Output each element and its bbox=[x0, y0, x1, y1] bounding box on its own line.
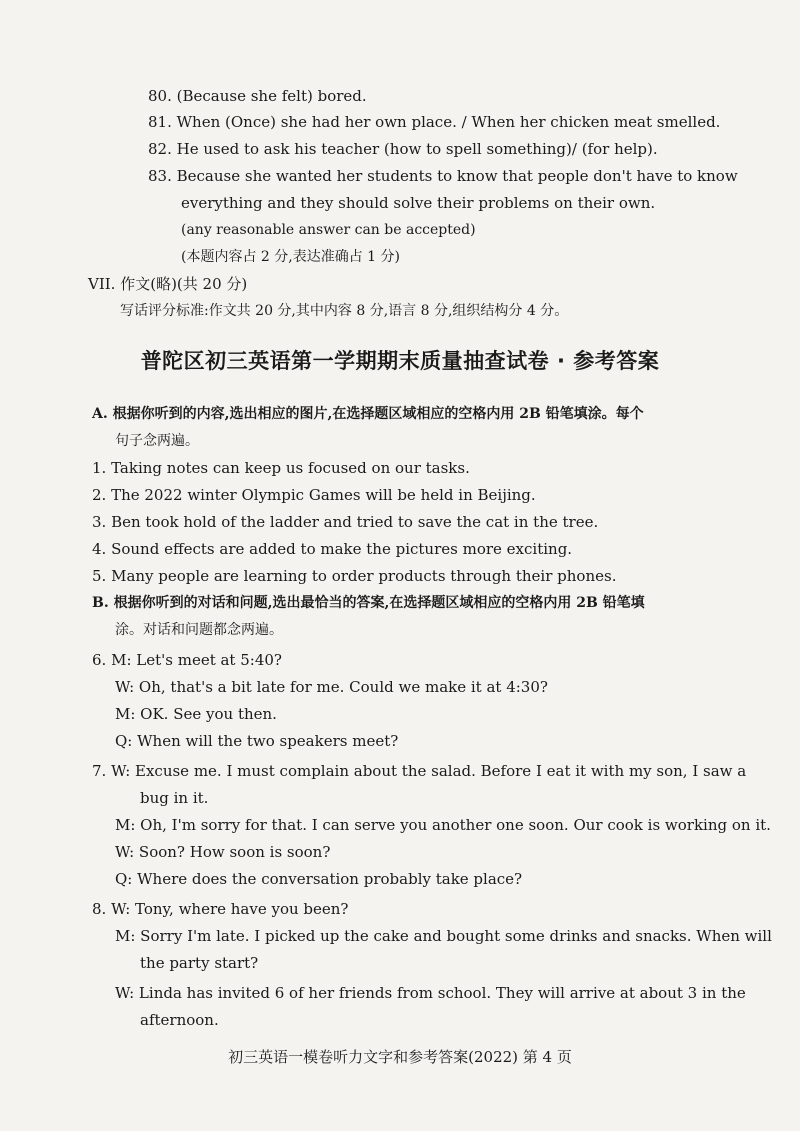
sentence-4: 4. Sound effects are added to make the pictures more exciting. bbox=[92, 540, 573, 558]
dialogue-7-w2: W: Soon? How soon is soon? bbox=[115, 843, 331, 861]
dialogue-8-w2: W: Linda has invited 6 of her friends from school. They will arrive at about 3 in the bbox=[115, 984, 746, 1002]
answer-81: 81. When (Once) she had her own place. / When her chicken meat smelled. bbox=[148, 113, 721, 131]
dialogue-6-question: Q: When will the two speakers meet? bbox=[115, 732, 399, 750]
answer-83-line2: everything and they should solve their problems on their own. bbox=[181, 194, 656, 212]
dialogue-7-w1-cont: bug in it. bbox=[140, 789, 209, 807]
section-b-instruction-cont: 涂。对话和问题都念两遍。 bbox=[115, 622, 283, 638]
dialogue-8-w1: 8. W: Tony, where have you been? bbox=[92, 900, 349, 918]
answer-83-scoring: (本题内容占 2 分,表达准确占 1 分) bbox=[181, 249, 400, 265]
sentence-5: 5. Many people are learning to order products through their phones. bbox=[92, 567, 617, 585]
sentence-3: 3. Ben took hold of the ladder and tried to save the cat in the tree. bbox=[92, 513, 599, 531]
page-footer: 初三英语一模卷听力文字和参考答案(2022) 第 4 页 bbox=[228, 1048, 572, 1066]
page-title: 普陀区初三英语第一学期期末质量抽查试卷 · 参考答案 bbox=[140, 349, 660, 373]
section-a-instruction-cont: 句子念两遍。 bbox=[115, 433, 199, 449]
writing-criteria: 写话评分标准:作文共 20 分,其中内容 8 分,语言 8 分,组织结构分 4 分。 bbox=[120, 303, 569, 319]
dialogue-7-question: Q: Where does the conversation probably take place? bbox=[115, 870, 523, 888]
dialogue-6-w: W: Oh, that's a bit late for me. Could we make it at 4:30? bbox=[115, 678, 548, 696]
dialogue-8-m-cont: the party start? bbox=[140, 954, 259, 972]
dialogue-8-w2-cont: afternoon. bbox=[140, 1011, 219, 1029]
sentence-1: 1. Taking notes can keep us focused on our tasks. bbox=[92, 459, 470, 477]
section-a-instruction: A. 根据你听到的内容,选出相应的图片,在选择题区域相应的空格内用 2B 铅笔填涂。每个 bbox=[92, 406, 644, 422]
answer-82: 82. He used to ask his teacher (how to spell something)/ (for help). bbox=[148, 140, 658, 158]
section-vii-heading: VII. 作文(略)(共 20 分) bbox=[88, 275, 248, 293]
dialogue-6-m: 6. M: Let's meet at 5:40? bbox=[92, 651, 282, 669]
answer-80: 80. (Because she felt) bored. bbox=[148, 87, 367, 105]
dialogue-7-w1: 7. W: Excuse me. I must complain about the salad. Before I eat it with my son, I saw a bbox=[92, 762, 747, 780]
answer-83-note: (any reasonable answer can be accepted) bbox=[181, 222, 476, 238]
dialogue-7-m: M: Oh, I'm sorry for that. I can serve you another one soon. Our cook is working on it. bbox=[115, 816, 771, 834]
section-b-instruction: B. 根据你听到的对话和问题,选出最恰当的答案,在选择题区域相应的空格内用 2B 铅笔填 bbox=[92, 595, 645, 611]
dialogue-8-m: M: Sorry I'm late. I picked up the cake and bought some drinks and snacks. When will bbox=[115, 927, 772, 945]
dialogue-6-m2: M: OK. See you then. bbox=[115, 705, 277, 723]
answer-83-line1: 83. Because she wanted her students to know that people don't have to know bbox=[148, 167, 738, 185]
sentence-2: 2. The 2022 winter Olympic Games will be held in Beijing. bbox=[92, 486, 536, 504]
